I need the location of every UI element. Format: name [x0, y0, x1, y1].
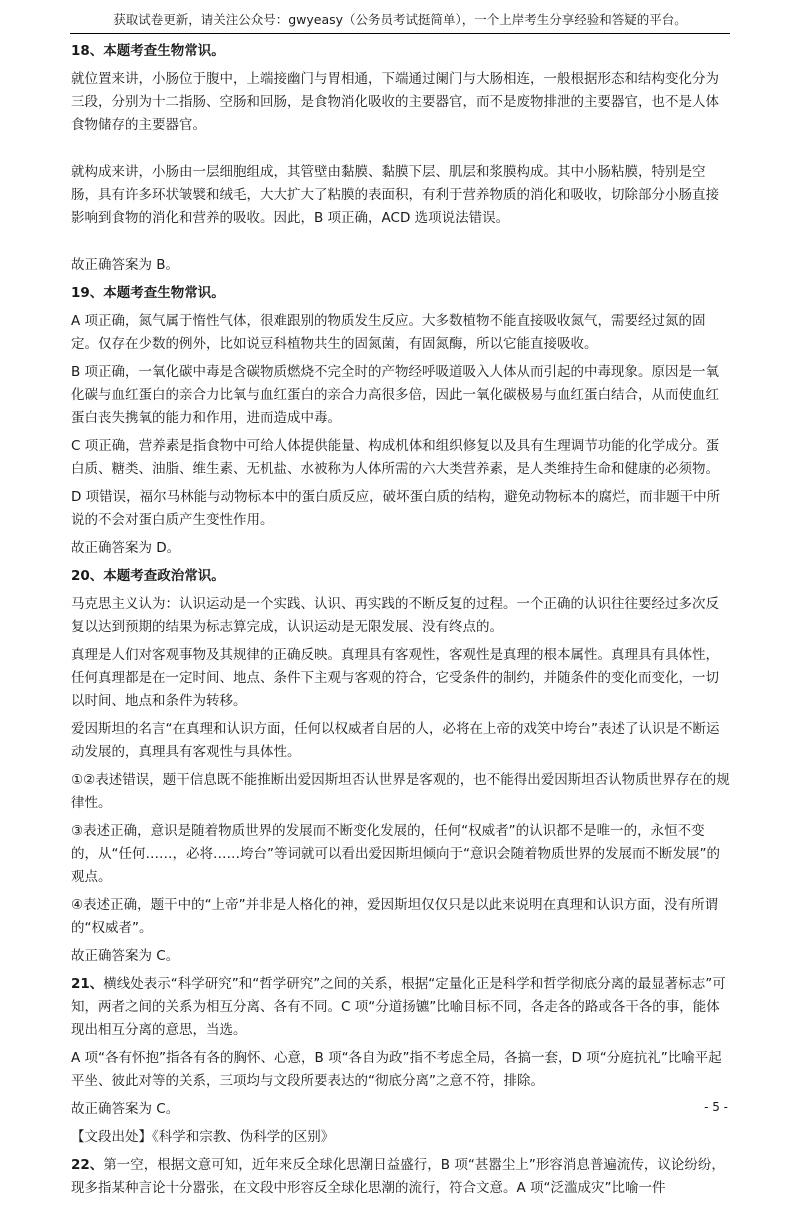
- q18-heading: 18、本题考查生物常识。: [71, 43, 225, 59]
- page-number: - 5 -: [704, 1100, 728, 1114]
- q18-paragraph-1: 就位置来讲，小肠位于腹中，上端接幽门与胃相通，下端通过阑门与大肠相连，一般根据形态和结构变化分为三段，分别为十二指肠、空肠和回肠，是食物消化吸收的主要器官，而不是废物排泄的主要器官，也不是人体食物储存的主要器官。: [71, 71, 719, 133]
- q18-paragraph-2: 就构成来讲，小肠由一层细胞组成，其管壁由黏膜、黏膜下层、肌层和浆膜构成。其中小肠粘膜，特别是空肠，具有许多环状皱襞和绒毛，大大扩大了粘膜的表面积，有利于营养物质的消化和吸收，切除部分小肠直接影响到食物的消化和营养的吸收。因此，B 项正确，ACD 选项说法错误。: [71, 164, 719, 226]
- q21-source: 【文段出处】《科学和宗教、伪科学的区别》: [71, 1129, 335, 1145]
- q19-option-a: A 项正确，氮气属于惰性气体，很难跟别的物质发生反应。大多数植物不能直接吸收氮气，需要经过氮的固定。仅存在少数的例外，比如说豆科植物共生的固氮菌，有固氮酶，所以它能直接吸收。: [71, 313, 706, 352]
- question-number: 22、: [71, 1157, 104, 1173]
- q21-paragraph-1: 21、横线处表示“科学研究”和“哲学研究”之间的关系，根据“定量化正是科学和哲学彻底分离的最显著标志”可知，两者之间的关系为相互分离、各有不同。C 项“分道扬镳”比喻目标不同，各走各的路或各干各的事，能体现出相互分离的意思，当选。: [71, 976, 726, 1038]
- q20-paragraph-3: 爱因斯坦的名言“在真理和认识方面，任何以权威者自居的人，必将在上帝的戏笑中垮台”表述了认识是不断运动发展的，真理具有客观性与具体性。: [71, 721, 720, 760]
- q22-paragraph-1: 22、第一空，根据文意可知，近年来反全球化思潮日益盛行，B 项“甚嚣尘上”形容消息普遍流传，议论纷纷，现多指某种言论十分嚣张，在文段中形容反全球化思潮的流行，符合文意。A 项“泛滥成灾”比喻一件: [71, 1157, 725, 1196]
- q20-paragraph-1: 马克思主义认为：认识运动是一个实践、认识、再实践的不断反复的过程。一个正确的认识往往要经过多次反复以达到预期的结果为标志算完成，认识运动是无限发展、没有终点的。: [71, 596, 719, 635]
- q19-heading: 19、本题考查生物常识。: [71, 285, 225, 301]
- q21-answer: 故正确答案为 C。: [71, 1101, 180, 1117]
- q20-paragraph-5: ③表述正确，意识是随着物质世界的发展而不断变化发展的，任何“权威者”的认识都不是唯一的，永恒不变的，从“任何……，必将……垮台”等词就可以看出爱因斯坦倾向于“意识会随着物质世界的发展而不断发展”的观点。: [71, 823, 720, 885]
- q19-answer: 故正确答案为 D。: [71, 540, 181, 556]
- q21-paragraph-2: A 项“各有怀抱”指各有各的胸怀、心意，B 项“各自为政”指不考虑全局，各搞一套，D 项“分庭抗礼”比喻平起平坐、彼此对等的关系，三项均与文段所要表达的“彻底分离”之意不符，排除。: [71, 1050, 722, 1089]
- page-header: 获取试卷更新，请关注公众号：gwyeasy（公务员考试挺简单），一个上岸考生分享经验和答疑的平台。: [70, 10, 730, 34]
- question-number: 21、: [71, 976, 104, 992]
- document-body: [71, 40, 731, 1205]
- q20-heading: 20、本题考查政治常识。: [71, 568, 225, 584]
- q19-option-d: D 项错误，福尔马林能与动物标本中的蛋白质反应，破坏蛋白质的结构，避免动物标本的腐烂，而非题干中所说的不会对蛋白质产生变性作用。: [71, 489, 721, 528]
- q20-paragraph-2: 真理是人们对客观事物及其规律的正确反映。真理具有客观性，客观性是真理的根本属性。真理具有具体性，任何真理都是在一定时间、地点、条件下主观与客观的符合，它受条件的制约，并随条件的变化而变化，一切以时间、地点和条件为转移。: [71, 647, 719, 709]
- q20-paragraph-6: ④表述正确，题干中的“上帝”并非是人格化的神，爱因斯坦仅仅只是以此来说明在真理和认识方面，没有所谓的“权威者”。: [71, 897, 719, 936]
- q19-option-b: B 项正确，一氧化碳中毒是含碳物质燃烧不完全时的产物经呼吸道吸入人体从而引起的中毒现象。原因是一氧化碳与血红蛋白的亲合力比氧与血红蛋白的亲合力高很多倍，因此一氧化碳极易与血红蛋白结合，从而使血红蛋白丧失携氧的能力和作用，进而造成中毒。: [71, 364, 720, 426]
- q18-answer: 故正确答案为 B。: [71, 257, 180, 273]
- q20-paragraph-4: ①②表述错误，题干信息既不能推断出爱因斯坦否认世界是客观的，也不能得出爱因斯坦否认物质世界存在的规律性。: [71, 772, 730, 811]
- q20-answer: 故正确答案为 C。: [71, 948, 180, 964]
- q19-option-c: C 项正确，营养素是指食物中可给人体提供能量、构成机体和组织修复以及具有生理调节功能的化学成分。蛋白质、糖类、油脂、维生素、无机盐、水被称为人体所需的六大类营养素，是人类维持生命和健康的必须物。: [71, 438, 720, 477]
